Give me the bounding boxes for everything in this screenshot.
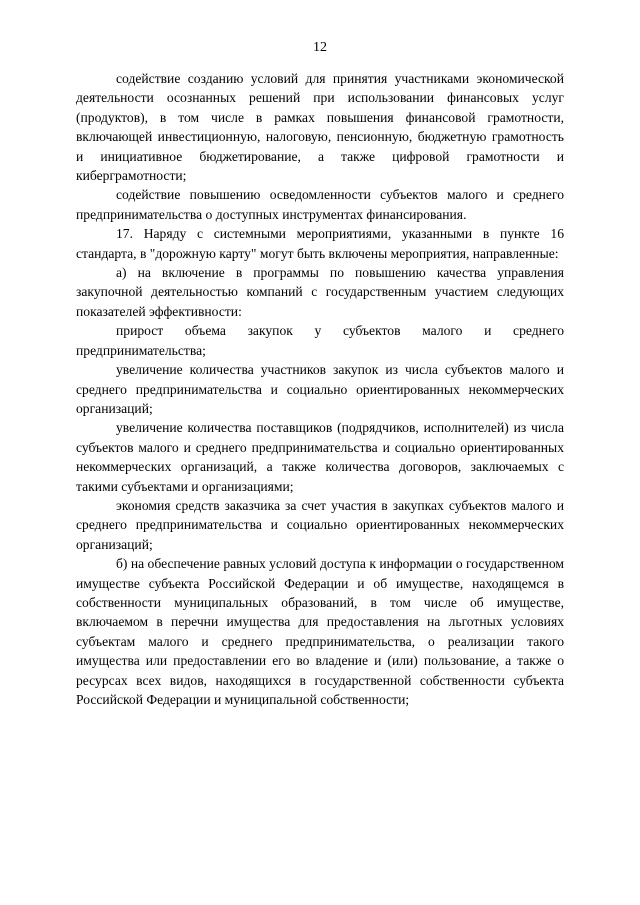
paragraph-customer-savings: экономия средств заказчика за счет участия в закупках субъектов малого и среднего предпринимательства и социально ориентированных некоммерческих организаций; xyxy=(76,497,564,552)
paragraph-procurement-growth: прирост объема закупок у субъектов малого и среднего предпринимательства; xyxy=(76,323,564,358)
paragraph-participants-increase: увеличение количества участников закупок из числа субъектов малого и среднего предпринимательства и социально ориентированных некоммерческих организаций; xyxy=(76,362,564,416)
paragraph-item-17: 17. Наряду с системными мероприятиями, указанными в пункте 16 стандарта, в "дорожную карту" могут быть включены мероприятия, направленные: xyxy=(76,226,564,261)
paragraph-sme-awareness: содействие повышению осведомленности субъектов малого и среднего предпринимательства о доступных инструментах финансирования. xyxy=(76,187,564,222)
paragraph-item-b: б) на обеспечение равных условий доступа к информации о государственном имуществе субъекта Российской Федерации и об имуществе, находящемся в собственности муниципальных образований, в том числе об имуществе, включаемом в перечни имущества для предоставления на льготных условиях субъектам малого и среднего предпринимательства, о реализации такого имущества или предоставлении его во владение и (или) пользование, а также о ресурсах всех видов, находящихся в государственной собственности субъекта Российской Федерации и муниципальной собственности; xyxy=(76,556,564,707)
document-body xyxy=(76,69,564,709)
page-number: 12 xyxy=(313,40,327,55)
paragraph-financial-literacy: содействие созданию условий для принятия участниками экономической деятельности осознанных решений при использовании финансовых услуг (продуктов), в том числе в рамках повышения финансовой грамотности, включающей инвестиционную, налоговую, пенсионную, бюджетную грамотность и инициативное бюджетирование, а также цифровой грамотности и киберграмотности; xyxy=(76,71,564,184)
paragraph-suppliers-increase: увеличение количества поставщиков (подрядчиков, исполнителей) из числа субъектов малого и среднего предпринимательства и социально ориентированных некоммерческих организаций, а также количества договоров, заключаемых с такими субъектами и организациями; xyxy=(76,420,564,494)
paragraph-item-a: а) на включение в программы по повышению качества управления закупочной деятельностью компаний с государственным участием следующих показателей эффективности: xyxy=(76,265,564,319)
